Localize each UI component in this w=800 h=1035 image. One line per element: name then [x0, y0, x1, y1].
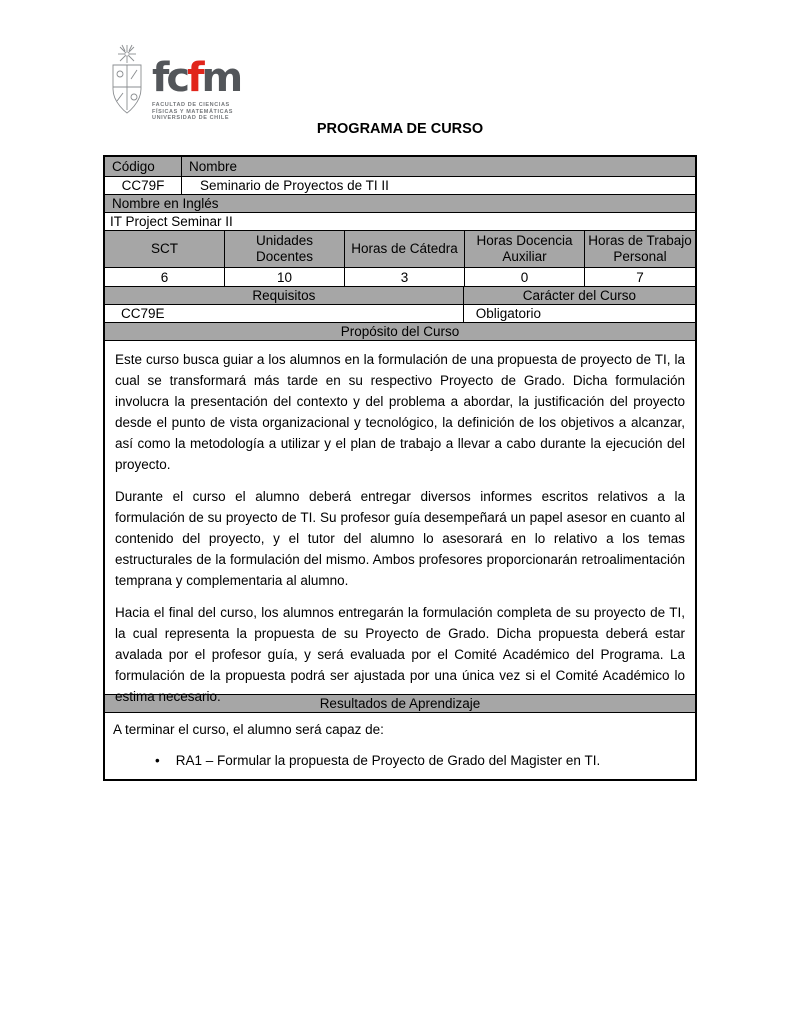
table-row	[105, 304, 695, 322]
proposito-paragraph-1: Este curso busca guiar a los alumnos en la formulación de una propuesta de proyecto de TI, la cual se transformará más tarde en su respectivo Proyecto de Grado. Dicha formulación involucra la presentación del contexto y del problema a abordar, la justificación del proyecto desde el punto de vista organizacional y tecnológico, la definición de los objetivos a alcanzar, así como la metodología a utilizar y el plan de trabajo a llevar a cabo durante la ejecución del proyecto.	[115, 352, 685, 472]
table-row	[105, 230, 695, 267]
table-row	[105, 212, 695, 230]
proposito-paragraph-3: Hacia el final del curso, los alumnos entregarán la formulación completa de su proyecto de TI, la cual representa la propuesta de su Proyecto de Grado. Dicha propuesta deberá estar avalada por el profesor guía, y será evaluada por el Comité Académico del Programa. La formulación de la propuesta podrá ser ajustada por una única vez si el Comité Académico lo estima necesario.	[115, 605, 685, 704]
requisitos-header-cell: Requisitos	[105, 287, 464, 304]
horas-catedra-header-cell	[345, 231, 465, 267]
header-line: Personal	[613, 249, 667, 264]
codigo-header-cell: Código	[105, 157, 182, 176]
table-row	[105, 176, 695, 194]
table-row	[105, 322, 695, 340]
resultados-header-cell: Resultados de Aprendizaje	[319, 696, 481, 711]
sct-value-cell: 6	[105, 268, 225, 286]
table-row	[105, 286, 695, 304]
proposito-paragraph-2: Durante el curso el alumno deberá entregar diversos informes escritos relativos a la formulación de su proyecto de TI. Su profesor guía desempeñará un papel asesor en cuanto al contenido del proyecto, y el tutor del alumno lo asesorará en lo relativo a los temas estructurales de la formulación del mismo. Ambos profesores proporcionarán retroalimentación temprana y complementaria al alumno.	[115, 489, 685, 588]
sct-header-cell	[105, 231, 225, 267]
wordmark-fc: fc	[152, 55, 188, 101]
horas-trabajo-personal-value-cell: 7	[636, 269, 644, 285]
header-line: Unidades	[255, 232, 314, 248]
bullet-icon: •	[155, 753, 160, 768]
nombre-ingles-value-cell: IT Project Seminar II	[110, 214, 233, 229]
table-row	[105, 694, 695, 712]
nombre-header-cell: Nombre	[189, 159, 238, 174]
table-row	[105, 157, 695, 176]
caracter-value-cell: Obligatorio	[475, 306, 542, 321]
fcfm-wordmark	[152, 55, 241, 101]
page-title: PROGRAMA DE CURSO	[316, 121, 484, 137]
resultados-body-cell	[105, 713, 695, 779]
header-line: Auxiliar	[502, 249, 547, 264]
proposito-header-cell: Propósito del Curso	[340, 324, 460, 339]
horas-docencia-auxiliar-value-cell: 0	[465, 268, 585, 286]
course-program-table	[103, 155, 697, 781]
logo-caption-line1: FACULTAD DE CIENCIAS	[152, 102, 230, 108]
list-item	[113, 752, 687, 770]
horas-catedra-value-cell: 3	[345, 268, 465, 286]
logo-text-block	[152, 44, 240, 122]
wordmark-red-f: f	[187, 55, 202, 101]
caracter-header-cell: Carácter del Curso	[522, 288, 636, 303]
requisitos-value-cell: CC79E	[105, 305, 464, 322]
header-line: Horas de Cátedra	[351, 240, 458, 256]
codigo-value-cell: CC79F	[105, 177, 182, 194]
horas-trabajo-personal-header-cell	[585, 231, 695, 267]
unidades-docentes-header-cell	[225, 231, 345, 267]
logo-caption-line2: FÍSICAS Y MATEMÁTICAS	[152, 108, 234, 115]
nombre-value-cell: Seminario de Proyectos de TI II	[200, 178, 389, 193]
table-row	[105, 712, 695, 779]
table-row	[105, 194, 695, 212]
table-row	[105, 267, 695, 286]
header-line: SCT	[151, 240, 178, 256]
header-line: Docentes	[255, 249, 314, 264]
resultados-intro: A terminar el curso, el alumno será capaz de:	[113, 722, 384, 737]
wordmark-m: m	[201, 55, 241, 101]
header-line: Horas de Trabajo	[588, 232, 692, 248]
fcfm-logo	[108, 44, 240, 122]
logo-caption	[152, 102, 240, 122]
logo-caption-line3: UNIVERSIDAD DE CHILE	[152, 115, 230, 121]
outcome-text: RA1 – Formular la propuesta de Proyecto de Grado del Magister en TI.	[175, 753, 601, 768]
nombre-ingles-header-cell: Nombre en Inglés	[112, 196, 219, 211]
horas-docencia-auxiliar-header-cell	[465, 231, 585, 267]
header-line: Horas Docencia	[476, 232, 573, 248]
unidades-docentes-value-cell: 10	[225, 268, 345, 286]
university-shield-icon	[108, 44, 146, 116]
